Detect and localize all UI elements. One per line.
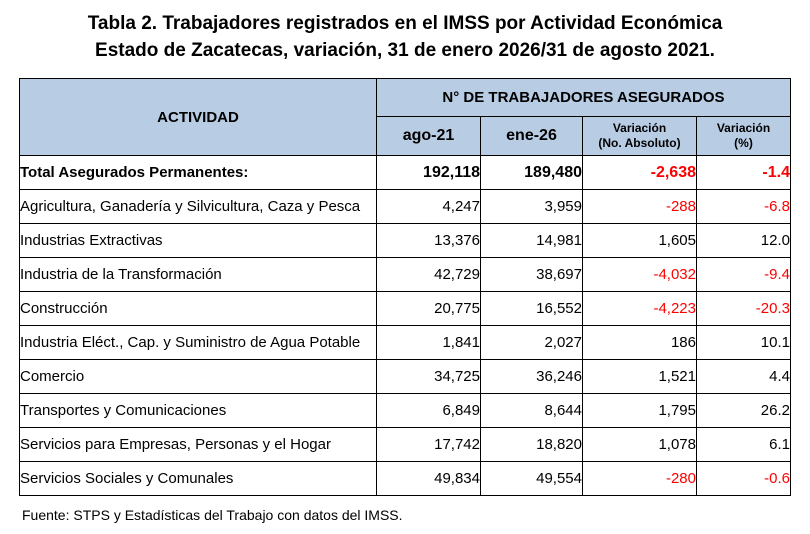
table-row	[20, 156, 791, 190]
cell-ene26: 14,981	[481, 224, 583, 258]
cell-activity: Transportes y Comunicaciones	[20, 394, 377, 428]
cell-var-abs: -4,223	[583, 292, 697, 326]
cell-var-abs: 1,078	[583, 428, 697, 462]
cell-var-pct: -0.6	[697, 462, 791, 496]
cell-ene26: 49,554	[481, 462, 583, 496]
cell-activity: Agricultura, Ganadería y Silvicultura, Caza y Pesca	[20, 190, 377, 224]
cell-ago21: 4,247	[377, 190, 481, 224]
cell-var-abs: 1,795	[583, 394, 697, 428]
cell-var-abs: -2,638	[583, 156, 697, 190]
title-line-2: Estado de Zacatecas, variación, 31 de enero 2026/31 de agosto 2021.	[95, 40, 715, 61]
table-row	[20, 190, 791, 224]
cell-ene26: 2,027	[481, 326, 583, 360]
cell-var-pct: -6.8	[697, 190, 791, 224]
cell-ago21: 1,841	[377, 326, 481, 360]
cell-var-pct: 10.1	[697, 326, 791, 360]
cell-var-abs: 186	[583, 326, 697, 360]
header-var-abs-line2: (No. Absoluto)	[598, 136, 681, 150]
table-body	[20, 156, 791, 496]
table-title	[0, 10, 810, 64]
header-var-abs-line1: Variación	[612, 121, 667, 135]
header-var-pct-line1: Variación	[716, 121, 771, 135]
cell-ago21: 20,775	[377, 292, 481, 326]
header-group: N° DE TRABAJADORES ASEGURADOS	[377, 79, 791, 117]
header-var-abs	[583, 117, 697, 156]
cell-ene26: 38,697	[481, 258, 583, 292]
source-note: Fuente: STPS y Estadísticas del Trabajo con datos del IMSS.	[22, 507, 403, 523]
cell-activity: Total Asegurados Permanentes:	[20, 156, 377, 190]
header-ago21: ago-21	[377, 117, 481, 156]
table-row	[20, 428, 791, 462]
table-row	[20, 394, 791, 428]
cell-activity: Industria de la Transformación	[20, 258, 377, 292]
table-row	[20, 326, 791, 360]
cell-ago21: 17,742	[377, 428, 481, 462]
cell-ene26: 16,552	[481, 292, 583, 326]
cell-activity: Servicios para Empresas, Personas y el Hogar	[20, 428, 377, 462]
data-table	[19, 78, 791, 496]
table-row	[20, 360, 791, 394]
header-activity: ACTIVIDAD	[20, 79, 377, 156]
cell-ago21: 34,725	[377, 360, 481, 394]
cell-var-pct: 6.1	[697, 428, 791, 462]
header-ene26: ene-26	[481, 117, 583, 156]
cell-activity: Construcción	[20, 292, 377, 326]
table-row	[20, 224, 791, 258]
cell-ene26: 8,644	[481, 394, 583, 428]
cell-ene26: 36,246	[481, 360, 583, 394]
table-row	[20, 462, 791, 496]
cell-var-pct: 12.0	[697, 224, 791, 258]
cell-var-pct: 4.4	[697, 360, 791, 394]
cell-ene26: 18,820	[481, 428, 583, 462]
cell-ene26: 189,480	[481, 156, 583, 190]
header-var-pct-line2: (%)	[734, 136, 753, 150]
cell-activity: Servicios Sociales y Comunales	[20, 462, 377, 496]
cell-var-pct: -1.4	[697, 156, 791, 190]
cell-ago21: 6,849	[377, 394, 481, 428]
cell-activity: Comercio	[20, 360, 377, 394]
cell-activity: Industrias Extractivas	[20, 224, 377, 258]
title-line-1: Tabla 2. Trabajadores registrados en el IMSS por Actividad Económica	[87, 13, 723, 34]
header-var-pct	[697, 117, 791, 156]
cell-ago21: 49,834	[377, 462, 481, 496]
cell-ago21: 192,118	[377, 156, 481, 190]
cell-activity: Industria Eléct., Cap. y Suministro de Agua Potable	[20, 326, 377, 360]
cell-var-abs: -288	[583, 190, 697, 224]
cell-var-pct: -9.4	[697, 258, 791, 292]
cell-var-pct: -20.3	[697, 292, 791, 326]
table-row	[20, 292, 791, 326]
cell-var-pct: 26.2	[697, 394, 791, 428]
cell-ago21: 42,729	[377, 258, 481, 292]
cell-var-abs: -280	[583, 462, 697, 496]
cell-var-abs: 1,605	[583, 224, 697, 258]
table-row	[20, 258, 791, 292]
cell-var-abs: 1,521	[583, 360, 697, 394]
cell-var-abs: -4,032	[583, 258, 697, 292]
cell-ago21: 13,376	[377, 224, 481, 258]
cell-ene26: 3,959	[481, 190, 583, 224]
